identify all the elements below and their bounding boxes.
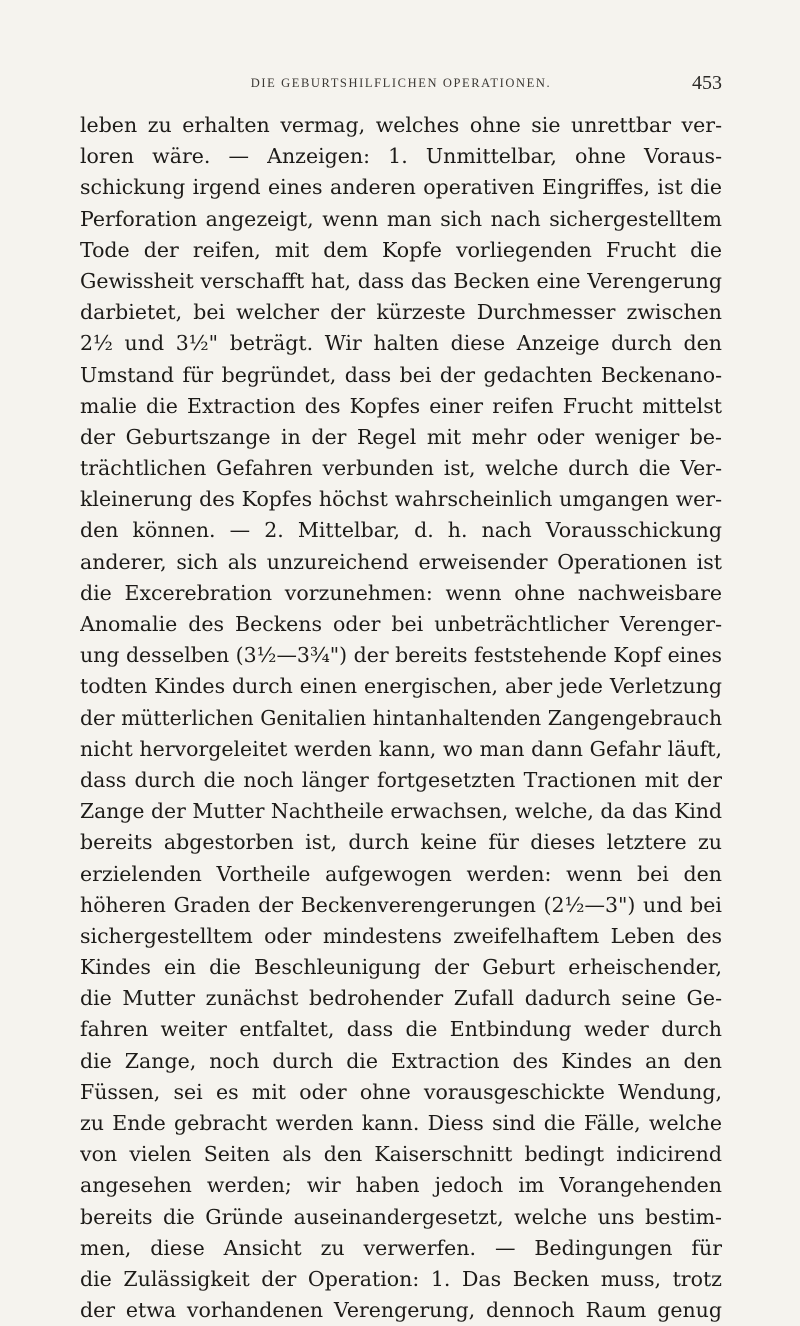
text-line: die Zange, noch durch die Extraction des Kindes an den: [80, 1048, 722, 1073]
text-line: bereits abgestorben ist, durch keine für dieses letztere zu: [80, 830, 722, 855]
text-line: sichergestelltem oder mindestens zweifelhaftem Leben des: [80, 923, 722, 948]
text-line: leben zu erhalten vermag, welches ohne sie unrettbar ver-: [80, 113, 722, 137]
text-line: höheren Graden der Beckenverengerungen (2½—3") und bei: [80, 892, 722, 917]
text-line: malie die Extraction des Kopfes einer reifen Frucht mittelst: [80, 393, 722, 418]
text-line: Zange der Mutter Nachtheile erwachsen, welche, da das Kind: [80, 799, 722, 824]
text-line: Umstand für begründet, dass bei der gedachten Beckenano-: [80, 362, 722, 387]
page-number: 453: [692, 72, 722, 94]
text-line: kleinerung des Kopfes höchst wahrscheinlich umgangen wer-: [80, 487, 722, 512]
text-line: Perforation angezeigt, wenn man sich nach sichergestelltem: [80, 206, 722, 231]
text-line: erzielenden Vortheile aufgewogen werden: wenn bei den: [80, 861, 722, 886]
text-line: schickung irgend eines anderen operativen Eingriffes, ist die: [80, 175, 722, 200]
body-text: [80, 110, 722, 1326]
running-head: [80, 74, 722, 96]
text-line: Gewissheit verschafft hat, dass das Becken eine Verengerung: [80, 268, 722, 293]
text-line: ung desselben (3½—3¾") der bereits feststehende Kopf eines: [80, 643, 722, 668]
text-line: die Mutter zunächst bedrohender Zufall dadurch seine Ge-: [80, 986, 722, 1011]
text-line: Füssen, sei es mit oder ohne vorausgeschickte Wendung,: [80, 1079, 722, 1104]
text-line: darbietet, bei welcher der kürzeste Durchmesser zwischen: [80, 300, 722, 325]
text-line: men, diese Ansicht zu verwerfen. — Bedingungen für: [80, 1235, 722, 1260]
text-line: 2½ und 3½" beträgt. Wir halten diese Anzeige durch den: [80, 331, 722, 356]
text-line: Kindes ein die Beschleunigung der Geburt erheischender,: [80, 955, 722, 980]
text-line: trächtlichen Gefahren verbunden ist, welche durch die Ver-: [80, 456, 722, 481]
text-line: Anomalie des Beckens oder bei unbeträchtlicher Verenger-: [80, 612, 722, 636]
running-title: DIE GEBURTSHILFLICHEN OPERATIONEN.: [250, 76, 552, 90]
text-line: fahren weiter entfaltet, dass die Entbindung weder durch: [80, 1017, 722, 1042]
text-line: bereits die Gründe auseinandergesetzt, welche uns bestim-: [80, 1204, 722, 1229]
text-line: dass durch die noch länger fortgesetzten Tractionen mit der: [80, 767, 722, 792]
text-line: todten Kindes durch einen energischen, aber jede Verletzung: [80, 674, 722, 699]
text-line: der mütterlichen Genitalien hintanhaltenden Zangengebrauch: [80, 705, 722, 730]
text-line: den können. — 2. Mittelbar, d. h. nach Vorausschickung: [80, 518, 722, 543]
text-line: nicht hervorgeleitet werden kann, wo man dann Gefahr läuft,: [80, 736, 722, 761]
text-line: der Geburtszange in der Regel mit mehr oder weniger be-: [80, 424, 722, 449]
text-line: anderer, sich als unzureichend erweisender Operationen ist: [80, 549, 722, 574]
text-line: Tode der reifen, mit dem Kopfe vorliegenden Frucht die: [80, 237, 722, 262]
text-line: zu Ende gebracht werden kann. Diess sind die Fälle, welche: [80, 1111, 722, 1135]
text-line: die Zulässigkeit der Operation: 1. Das Becken muss, trotz: [80, 1266, 722, 1291]
text-line: loren wäre. — Anzeigen: 1. Unmittelbar, ohne Voraus-: [80, 144, 722, 169]
text-line: angesehen werden; wir haben jedoch im Vorangehenden: [80, 1173, 722, 1198]
text-line: der etwa vorhandenen Verengerung, dennoch Raum genug: [80, 1298, 722, 1323]
text-line: die Excerebration vorzunehmen: wenn ohne nachweisbare: [80, 580, 722, 605]
text-line: von vielen Seiten als den Kaiserschnitt bedingt indicirend: [80, 1142, 722, 1167]
